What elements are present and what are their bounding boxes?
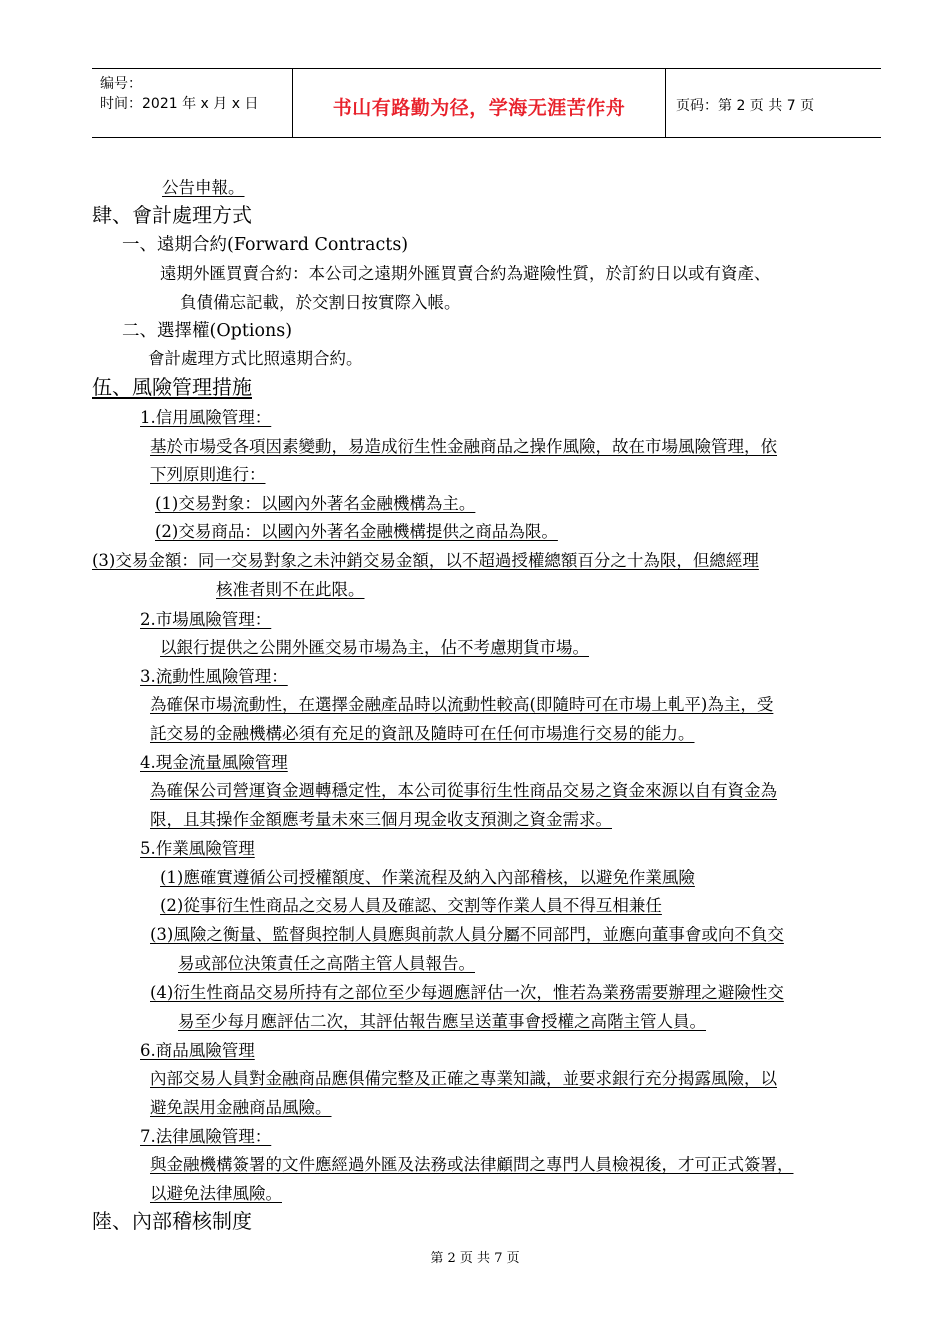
subsection-heading: 一、遠期合約(Forward Contracts) bbox=[122, 235, 409, 255]
body-line: (1)交易對象：以國內外著名金融機構為主。 bbox=[155, 494, 476, 513]
body-line: 會計處理方式比照遠期合約。 bbox=[148, 349, 363, 368]
risk-item-heading: 7.法律風險管理： bbox=[140, 1127, 272, 1146]
body-line: 核准者則不在此限。 bbox=[216, 580, 365, 599]
subsection-heading: 二、選擇權(Options) bbox=[122, 321, 293, 341]
body-line: (1)應確實遵循公司授權額度、作業流程及納入內部稽核，以避免作業風險 bbox=[160, 868, 695, 887]
risk-item-heading: 1.信用風險管理： bbox=[140, 408, 272, 427]
page-footer: 第 2 页 共 7 页 bbox=[430, 1251, 520, 1266]
header-page-number: 页码：第 2 页 共 7 页 bbox=[676, 98, 815, 114]
body-line: 為確保市場流動性，在選擇金融產品時以流動性較高(即隨時可在市場上軋平)為主，受 bbox=[150, 695, 774, 714]
body-line: 下列原則進行： bbox=[150, 465, 266, 484]
document-time-label: 时间：2021 年 x 月 x 日 bbox=[100, 96, 259, 112]
page-header bbox=[92, 68, 881, 138]
risk-item-heading: 4.現金流量風險管理 bbox=[140, 753, 288, 772]
risk-item-heading: 3.流動性風險管理： bbox=[140, 667, 288, 686]
body-line: 公告申報。 bbox=[162, 178, 245, 197]
body-line: 限，且其操作金額應考量未來三個月現金收支預測之資金需求。 bbox=[150, 810, 612, 829]
body-line: 易至少每月應評估二次，其評估報告應呈送董事會授權之高階主管人員。 bbox=[178, 1012, 706, 1031]
body-line: 以避免法律風險。 bbox=[150, 1184, 282, 1203]
body-line: 遠期外匯買賣合約：本公司之遠期外匯買賣合約為避險性質，於訂約日以或有資產、 bbox=[160, 264, 771, 283]
body-line: 以銀行提供之公開外匯交易市場為主，佔不考慮期貨市場。 bbox=[160, 638, 589, 657]
body-line: (3)風險之衡量、監督與控制人員應與前款人員分屬不同部門，並應向董事會或向不負交 bbox=[150, 925, 784, 944]
body-line: (3)交易金額：同一交易對象之未沖銷交易金額，以不超過授權總額百分之十為限，但總經理 bbox=[92, 551, 759, 570]
body-line: 與金融機構簽署的文件應經過外匯及法務或法律顧問之專門人員檢視後，才可正式簽署， bbox=[150, 1155, 794, 1174]
body-line: 為確保公司營運資金週轉穩定性，本公司從事衍生性商品交易之資金來源以自有資金為 bbox=[150, 781, 777, 800]
risk-item-heading: 6.商品風險管理 bbox=[140, 1041, 255, 1060]
body-line: 基於市場受各項因素變動，易造成衍生性金融商品之操作風險，故在市場風險管理，依 bbox=[150, 437, 777, 456]
section-heading: 伍、風險管理措施 bbox=[92, 375, 252, 399]
body-line: (2)交易商品：以國內外著名金融機構提供之商品為限。 bbox=[155, 522, 558, 541]
body-line: 避免誤用金融商品風險。 bbox=[150, 1098, 332, 1117]
risk-item-heading: 2.市場風險管理： bbox=[140, 610, 272, 629]
body-line: 易或部位決策責任之高階主管人員報告。 bbox=[178, 954, 475, 973]
header-motto: 书山有路勤为径，学海无涯苦作舟 bbox=[332, 97, 626, 119]
risk-item-heading: 5.作業風險管理 bbox=[140, 839, 255, 858]
body-line: 內部交易人員對金融商品應俱備完整及正確之專業知識，並要求銀行充分揭露風險，以 bbox=[150, 1069, 777, 1088]
body-line: 負債備忘記載，於交割日按實際入帳。 bbox=[180, 293, 461, 312]
section-heading: 陸、內部稽核制度 bbox=[92, 1209, 252, 1233]
body-line: (4)衍生性商品交易所持有之部位至少每週應評估一次，惟若為業務需要辦理之避險性交 bbox=[150, 983, 784, 1002]
header-motto-cell bbox=[293, 69, 666, 137]
header-info-cell bbox=[92, 69, 293, 137]
body-line: (2)從事衍生性商品之交易人員及確認、交割等作業人員不得互相兼任 bbox=[160, 896, 662, 915]
header-page-cell bbox=[666, 69, 881, 137]
document-number-label: 编号： bbox=[100, 76, 142, 92]
body-line: 託交易的金融機構必須有充足的資訊及隨時可在任何市場進行交易的能力。 bbox=[150, 724, 695, 743]
section-heading: 肆、會計處理方式 bbox=[92, 203, 252, 227]
